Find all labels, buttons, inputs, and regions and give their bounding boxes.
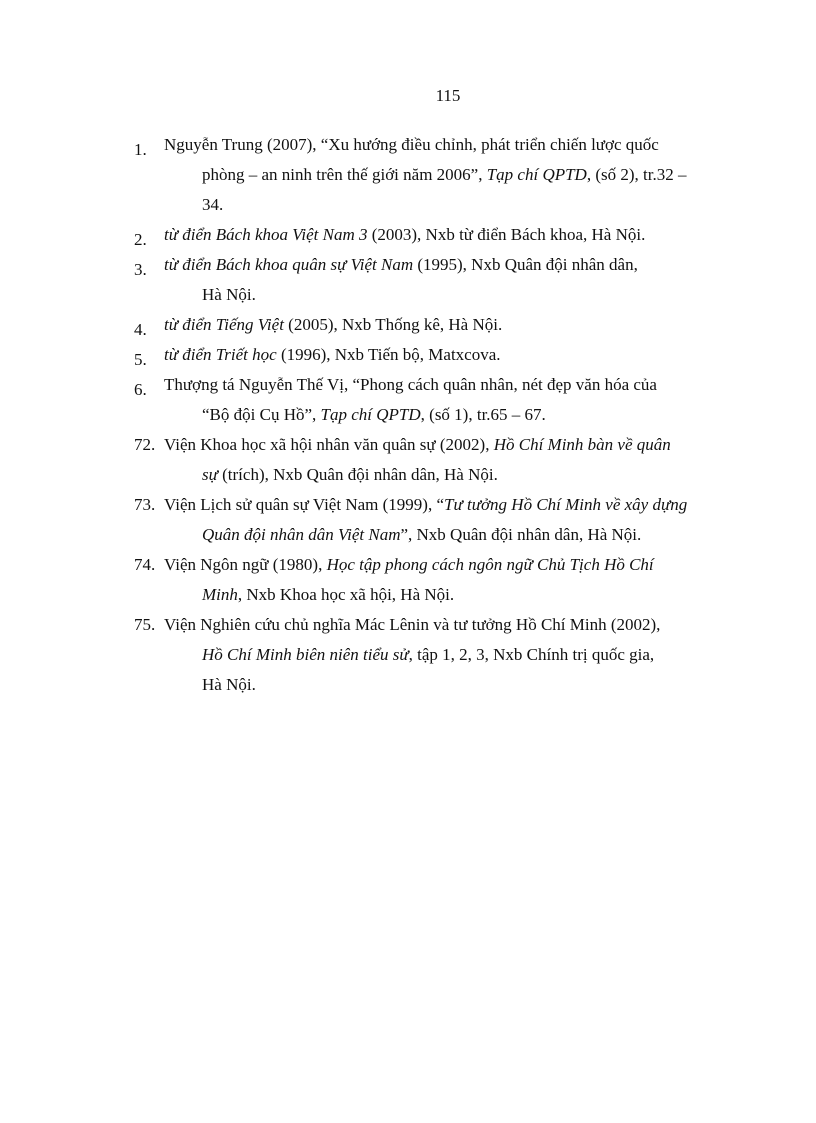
reference-text — [164, 370, 741, 430]
reference-line — [164, 640, 741, 670]
reference-number: 74. — [134, 555, 156, 574]
reference-segment: Hà Nội. — [202, 285, 256, 304]
reference-number: 72. — [134, 435, 156, 454]
reference-item — [134, 310, 741, 340]
reference-number: 6. — [134, 380, 147, 399]
reference-title-segment: Minh — [202, 585, 238, 604]
reference-text — [164, 430, 741, 490]
reference-number: 3. — [134, 260, 147, 279]
reference-item — [134, 550, 741, 610]
reference-segment: Thượng tá Nguyễn Thế Vị, “Phong cách quân nhân, nét đẹp văn hóa của — [164, 375, 657, 394]
reference-line — [164, 490, 741, 520]
reference-title-segment: từ điển Triết học — [164, 345, 277, 364]
reference-item — [134, 430, 741, 490]
reference-list — [134, 130, 741, 700]
reference-line — [164, 280, 741, 310]
reference-item — [134, 490, 741, 550]
reference-segment: , (số 1), tr.65 – 67. — [420, 405, 546, 424]
reference-segment: Viện Ngôn ngữ (1980), — [164, 555, 327, 574]
reference-title-segment: Tư tưởng Hồ Chí Minh về xây dựng — [444, 495, 688, 514]
reference-title-segment: từ điển Bách khoa Việt Nam 3 — [164, 225, 368, 244]
reference-text — [164, 610, 741, 700]
reference-segment: phòng – an ninh trên thế giới năm 2006”, — [202, 165, 487, 184]
reference-item — [134, 130, 741, 220]
reference-segment: , tập 1, 2, 3, Nxb Chính trị quốc gia, — [408, 645, 655, 664]
reference-item — [134, 220, 741, 250]
reference-segment: ”, Nxb Quân đội nhân dân, Hà Nội. — [400, 525, 642, 544]
reference-title-segment: Hồ Chí Minh biên niên tiểu sử — [202, 645, 409, 664]
reference-number: 73. — [134, 495, 156, 514]
reference-line — [164, 520, 741, 550]
reference-text — [164, 310, 741, 340]
reference-segment: (2005), Nxb Thống kê, Hà Nội. — [283, 315, 503, 334]
reference-number: 2. — [134, 230, 147, 249]
reference-line — [164, 310, 741, 340]
reference-segment: , Nxb Khoa học xã hội, Hà Nội. — [237, 585, 455, 604]
reference-item — [134, 250, 741, 310]
reference-line — [164, 160, 741, 190]
reference-segment: Nguyễn Trung (2007), “Xu hướng điều chỉnh, phát triển chiến lược quốc — [164, 135, 659, 154]
page-number: 115 — [435, 86, 461, 105]
reference-item — [134, 610, 741, 700]
reference-title-segment: từ điển Tiếng Việt — [164, 315, 284, 334]
reference-title-segment: Tạp chí QPTD — [486, 165, 587, 184]
reference-text — [164, 130, 741, 220]
reference-line — [164, 430, 741, 460]
reference-line — [164, 130, 741, 160]
reference-line — [164, 550, 741, 580]
reference-title-segment: Quân đội nhân dân Việt Nam — [202, 525, 401, 544]
reference-text — [164, 220, 741, 250]
reference-segment: Hà Nội. — [202, 675, 256, 694]
reference-number: 4. — [134, 320, 147, 339]
reference-line — [164, 250, 741, 280]
reference-item — [134, 370, 741, 430]
reference-line — [164, 610, 741, 640]
reference-number: 75. — [134, 615, 156, 634]
reference-segment: (2003), Nxb từ điển Bách khoa, Hà Nội. — [367, 225, 646, 244]
reference-segment: “Bộ đội Cụ Hồ”, — [202, 405, 321, 424]
reference-segment: Viện Lịch sử quân sự Việt Nam (1999), “ — [164, 495, 444, 514]
reference-number: 1. — [134, 140, 147, 159]
reference-text — [164, 250, 741, 310]
reference-text — [164, 490, 741, 550]
reference-title-segment: sự — [202, 465, 218, 484]
reference-line — [164, 460, 741, 490]
reference-line — [164, 400, 741, 430]
reference-line — [164, 190, 741, 220]
reference-line — [164, 340, 741, 370]
reference-segment: (1995), Nxb Quân đội nhân dân, — [413, 255, 638, 274]
reference-number: 5. — [134, 350, 147, 369]
reference-segment: 34. — [202, 195, 224, 214]
reference-title-segment: Học tập phong cách ngôn ngữ Chủ Tịch Hồ Chí — [326, 555, 654, 574]
reference-line — [164, 670, 741, 700]
reference-line — [164, 370, 741, 400]
reference-item — [134, 340, 741, 370]
reference-segment: Viện Nghiên cứu chủ nghĩa Mác Lênin và tư tưởng Hồ Chí Minh (2002), — [164, 615, 661, 634]
reference-segment: Viện Khoa học xã hội nhân văn quân sự (2002), — [164, 435, 494, 454]
reference-segment: (1996), Nxb Tiến bộ, Matxcova. — [276, 345, 501, 364]
reference-line — [164, 220, 741, 250]
reference-title-segment: từ điển Bách khoa quân sự Việt Nam — [164, 255, 414, 274]
reference-text — [164, 550, 741, 610]
reference-text — [164, 340, 741, 370]
reference-segment: (trích), Nxb Quân đội nhân dân, Hà Nội. — [217, 465, 498, 484]
reference-title-segment: Tạp chí QPTD — [320, 405, 421, 424]
reference-line — [164, 580, 741, 610]
reference-title-segment: Hồ Chí Minh bàn về quân — [493, 435, 671, 454]
reference-segment: , (số 2), tr.32 – — [586, 165, 687, 184]
